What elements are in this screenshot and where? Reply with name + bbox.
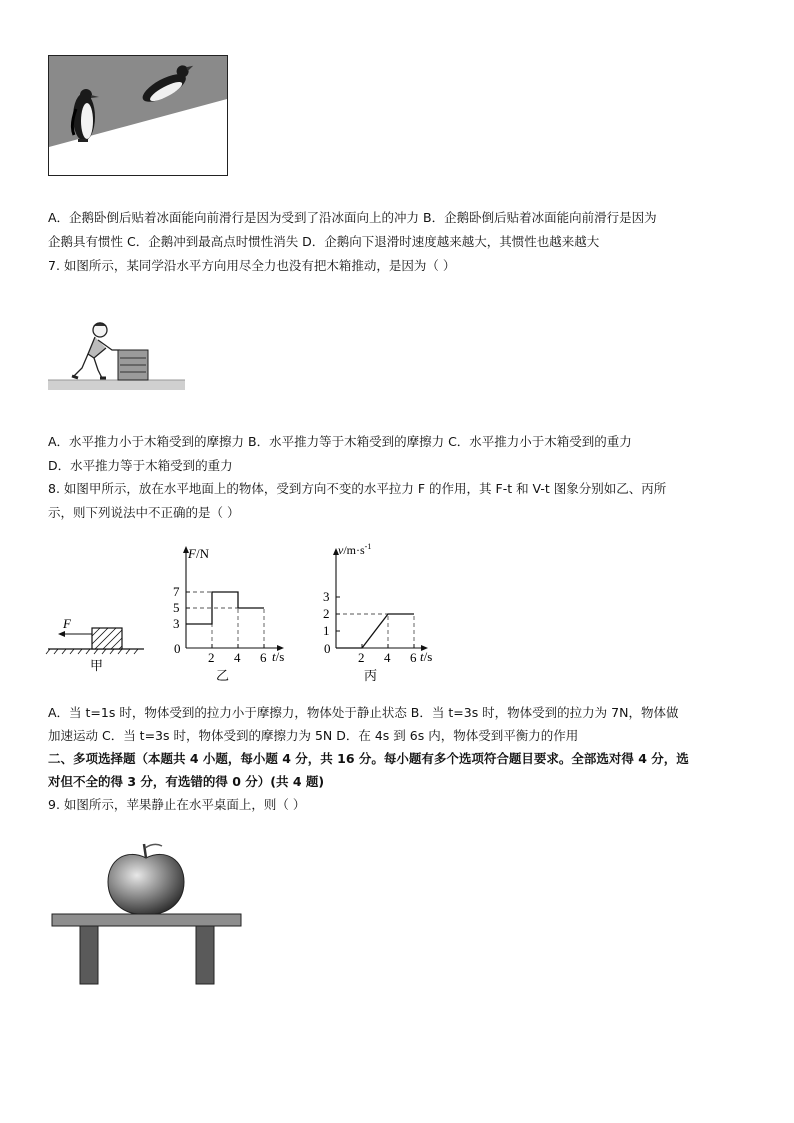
svg-text:F/N (187, 546, 210, 561)
chart-yi-ylabel-var: F (188, 546, 196, 561)
figure-jia-label: 甲 (90, 658, 104, 672)
boy-pushing-box-figure (48, 318, 188, 392)
svg-text:t/s (272, 649, 284, 664)
chart-bing-ylabel-var: v (338, 543, 344, 557)
chart-yi-xlabel-unit: /s (275, 649, 285, 664)
boy (72, 323, 120, 378)
q7-stem: 7. 如图所示，某同学沿水平方向用尽全力也没有把木箱推动，是因为（ ） (48, 258, 456, 273)
chart-bing-ylabel-exp: -1 (364, 542, 372, 551)
bing-y-tick-label: 1 (323, 623, 330, 638)
chart-bing (312, 540, 442, 686)
q7-options-line1: A．水平推力小于木箱受到的摩擦力 B．水平推力等于木箱受到的摩擦力 C．水平推力小于木箱受到的重力 (48, 434, 632, 449)
svg-text:t/s (420, 649, 432, 664)
q8-stem-line2: 示，则下列说法中不正确的是（ ） (48, 505, 240, 520)
chart-bing-xlabel-unit: /s (423, 649, 433, 664)
bing-y-tick-label: 2 (323, 606, 330, 621)
bing-x-tick-label: 4 (384, 650, 391, 665)
yi-y-tick-label: 7 (173, 584, 180, 599)
apple (108, 844, 184, 914)
force-label: F (63, 616, 71, 631)
q8-options-line2: 加速运动 C．当 t=3s 时，物体受到的摩擦力为 5N D．在 4s 到 6s 内，物体受到平衡力的作用 (48, 728, 579, 743)
yi-y-tick-label: 5 (173, 600, 180, 615)
bing-y-tick-label: 3 (323, 589, 330, 604)
chart-bing-title: 丙 (364, 668, 378, 683)
q6-options-line1: A．企鹅卧倒后贴着冰面能向前滑行是因为受到了沿冰面向上的冲力 B．企鹅卧倒后贴着冰面能向前滑行是因为 (48, 210, 657, 225)
section2-heading-line2: 对但不全的得 3 分，有选错的得 0 分）(共 4 题) (48, 774, 325, 789)
q6-options-line2: 企鹅具有惯性 C．企鹅冲到最高点时惯性消失 D．企鹅向下退滑时速度越来越大，其惯性也越来越大 (48, 234, 600, 249)
chart-bing-xlabel-var: t (420, 649, 424, 664)
figure-jia (44, 612, 150, 672)
chart-yi-origin: 0 (174, 641, 181, 656)
chart-yi (166, 544, 296, 686)
apple-table-figure (50, 840, 244, 990)
q9-stem: 9. 如图所示，苹果静止在水平桌面上，则（ ） (48, 797, 306, 812)
chart-yi-ylabel-unit: /N (195, 546, 209, 561)
bing-x-tick-label: 2 (358, 650, 365, 665)
table (52, 914, 241, 984)
section2-heading-line1: 二、多项选择题（本题共 4 小题，每小题 4 分，共 16 分。每小题有多个选项符合题目要求。全部选对得 4 分，选 (48, 751, 689, 766)
chart-bing-ylabel-unit: /m·s (343, 543, 365, 557)
chart-bing-origin: 0 (324, 641, 331, 656)
penguin-slope-figure (48, 55, 228, 176)
chart-yi-xlabel-var: t (272, 649, 276, 664)
bing-x-tick-label: 6 (410, 650, 417, 665)
svg-text:v/m·s-1 (338, 542, 371, 557)
chart-yi-title: 乙 (216, 668, 230, 683)
chart-bing-series-v (336, 614, 414, 648)
yi-x-tick-label: 4 (234, 650, 241, 665)
q8-stem-line1: 8. 如图甲所示，放在水平地面上的物体，受到方向不变的水平拉力 F 的作用，其 F-t 和 V-t 图象分别如乙、丙所 (48, 481, 667, 496)
yi-x-tick-label: 2 (208, 650, 215, 665)
yi-x-tick-label: 6 (260, 650, 267, 665)
wooden-box (118, 350, 148, 380)
q7-options-line2: D．水平推力等于木箱受到的重力 (48, 458, 233, 473)
q8-options-line1: A．当 t=1s 时，物体受到的拉力小于摩擦力，物体处于静止状态 B．当 t=3s 时，物体受到的拉力为 7N，物体做 (48, 705, 679, 720)
yi-y-tick-label: 3 (173, 616, 180, 631)
